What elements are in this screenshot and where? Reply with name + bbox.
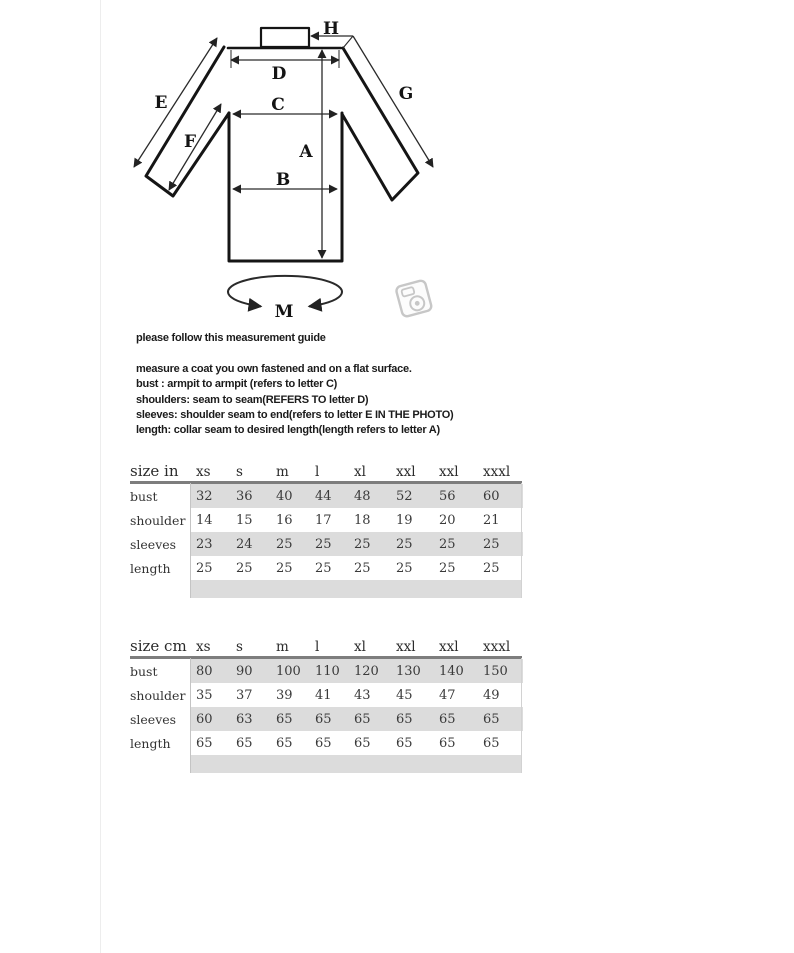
table-row — [130, 683, 522, 707]
left-sleeve — [146, 47, 229, 196]
table-header-row — [130, 456, 522, 484]
table-cell: 65 — [354, 735, 371, 751]
column-header: m — [276, 639, 289, 655]
table-cell: 65 — [439, 735, 456, 751]
guide-line-shoulders: shoulders: seam to seam(REFERS TO letter D) — [136, 393, 369, 406]
table-cell: 25 — [354, 560, 371, 576]
row-cells — [190, 731, 523, 755]
table-cell: 110 — [315, 663, 340, 679]
table-cell: 25 — [276, 560, 293, 576]
table-cell: 25 — [483, 560, 500, 576]
table-cell: 25 — [396, 560, 413, 576]
table-cell: 56 — [439, 488, 456, 504]
table-cell: 20 — [439, 512, 456, 528]
row-label: shoulder — [130, 508, 190, 532]
column-header: xl — [354, 639, 366, 655]
row-cells — [190, 556, 523, 580]
guide-lines — [136, 362, 453, 438]
table-cell: 65 — [483, 711, 500, 727]
corner-connector — [343, 36, 353, 48]
table-cell: 47 — [439, 687, 456, 703]
column-header: m — [276, 464, 289, 480]
table-cell: 23 — [196, 536, 213, 552]
table-cell: 65 — [236, 735, 253, 751]
measurement-instructions — [136, 331, 453, 438]
table-cell: 25 — [439, 536, 456, 552]
table-row — [130, 508, 522, 532]
column-header: xxl — [439, 464, 459, 480]
collar — [261, 28, 309, 47]
size-table-cm — [130, 631, 522, 773]
table-cell: 60 — [196, 711, 213, 727]
table-cell: 37 — [236, 687, 253, 703]
row-cells — [190, 484, 523, 508]
table-cell: 25 — [236, 560, 253, 576]
table-row — [130, 707, 522, 731]
row-label: shoulder — [130, 683, 190, 707]
row-label: bust — [130, 484, 190, 508]
table-cell: 80 — [196, 663, 213, 679]
table-cell: 21 — [483, 512, 500, 528]
table-cell: 39 — [276, 687, 293, 703]
guide-line-surface: measure a coat you own fastened and on a flat surface. — [136, 363, 412, 375]
diagram-label-g: G — [398, 84, 414, 104]
table-cell: 32 — [196, 488, 213, 504]
diagram-label-h: H — [322, 19, 340, 39]
table-cell: 35 — [196, 687, 213, 703]
row-label: sleeves — [130, 707, 190, 731]
table-row — [130, 659, 522, 683]
diagram-label-e: E — [154, 93, 168, 113]
table-cell: 17 — [315, 512, 332, 528]
table-cell: 90 — [236, 663, 253, 679]
table-cell: 36 — [236, 488, 253, 504]
row-label: length — [130, 556, 190, 580]
table-cell: 130 — [396, 663, 421, 679]
table-cell: 25 — [315, 536, 332, 552]
table-cell: 65 — [315, 735, 332, 751]
table-cell: 25 — [483, 536, 500, 552]
table-cell: 100 — [276, 663, 301, 679]
column-header: s — [236, 464, 243, 480]
table-cell: 24 — [236, 536, 253, 552]
diagram-label-c: C — [271, 95, 285, 115]
table-cell: 41 — [315, 687, 332, 703]
table-row — [130, 484, 522, 508]
table-cell: 65 — [276, 735, 293, 751]
size-table-inches — [130, 456, 522, 598]
column-header: xxl — [396, 639, 416, 655]
column-header: xxxl — [483, 639, 511, 655]
table-cell: 60 — [483, 488, 500, 504]
table-cell: 52 — [396, 488, 413, 504]
column-header: s — [236, 639, 243, 655]
table-cell: 65 — [483, 735, 500, 751]
table-cell: 25 — [396, 536, 413, 552]
table-cell: 65 — [315, 711, 332, 727]
table-footer-band — [190, 755, 521, 773]
diagram-label-m: M — [274, 302, 294, 322]
table-row — [130, 532, 522, 556]
row-label: sleeves — [130, 532, 190, 556]
guide-title: please follow this measurement guide — [136, 332, 326, 344]
row-cells — [190, 508, 523, 532]
table-row — [130, 731, 522, 755]
table-footer-band — [190, 580, 521, 598]
guide-line-bust: bust : armpit to armpit (refers to letter C) — [136, 378, 338, 391]
row-label: length — [130, 731, 190, 755]
table-cell: 16 — [276, 512, 293, 528]
diagram-label-f: F — [183, 132, 197, 152]
table-cell: 25 — [315, 560, 332, 576]
table-cell: 63 — [236, 711, 253, 727]
column-header: l — [315, 639, 320, 655]
row-cells — [190, 659, 523, 683]
table-cell: 40 — [276, 488, 293, 504]
diagram-label-b: B — [275, 170, 291, 190]
table-title: size in — [130, 462, 179, 480]
column-header: xxxl — [483, 464, 511, 480]
table-body — [130, 659, 522, 773]
guide-line-sleeves: sleeves: shoulder seam to end(refers to letter E IN THE PHOTO) — [136, 408, 454, 421]
row-label: bust — [130, 659, 190, 683]
table-cell: 25 — [276, 536, 293, 552]
table-body — [130, 484, 522, 598]
row-cells — [190, 683, 523, 707]
column-header: xs — [196, 639, 211, 655]
table-cell: 43 — [354, 687, 371, 703]
table-cell: 25 — [439, 560, 456, 576]
table-cell: 65 — [276, 711, 293, 727]
row-cells — [190, 532, 523, 556]
guide-line-length: length: collar seam to desired length(length refers to letter A) — [136, 424, 440, 437]
column-header: xxl — [439, 639, 459, 655]
table-cell: 19 — [396, 512, 413, 528]
table-title: size cm — [130, 637, 187, 655]
table-cell: 65 — [396, 711, 413, 727]
row-cells — [190, 707, 523, 731]
table-cell: 44 — [315, 488, 332, 504]
table-cell: 65 — [439, 711, 456, 727]
table-cell: 65 — [354, 711, 371, 727]
table-cell: 65 — [396, 735, 413, 751]
table-cell: 15 — [236, 512, 253, 528]
table-cell: 150 — [483, 663, 508, 679]
diagram-label-d: D — [271, 64, 287, 84]
column-header: xl — [354, 464, 366, 480]
diagram-label-a: A — [299, 142, 313, 162]
table-cell: 25 — [196, 560, 213, 576]
table-header-row — [130, 631, 522, 659]
table-cell: 140 — [439, 663, 464, 679]
column-header: xs — [196, 464, 211, 480]
garment-measurement-diagram — [0, 0, 794, 330]
table-row — [130, 556, 522, 580]
table-cell: 48 — [354, 488, 371, 504]
arrow-G — [353, 36, 433, 167]
table-cell: 120 — [354, 663, 379, 679]
table-cell: 49 — [483, 687, 500, 703]
table-cell: 18 — [354, 512, 371, 528]
stamp-watermark-icon — [395, 280, 432, 318]
table-cell: 45 — [396, 687, 413, 703]
table-cell: 25 — [354, 536, 371, 552]
table-cell: 14 — [196, 512, 213, 528]
column-header: l — [315, 464, 320, 480]
column-header: xxl — [396, 464, 416, 480]
table-cell: 65 — [196, 735, 213, 751]
